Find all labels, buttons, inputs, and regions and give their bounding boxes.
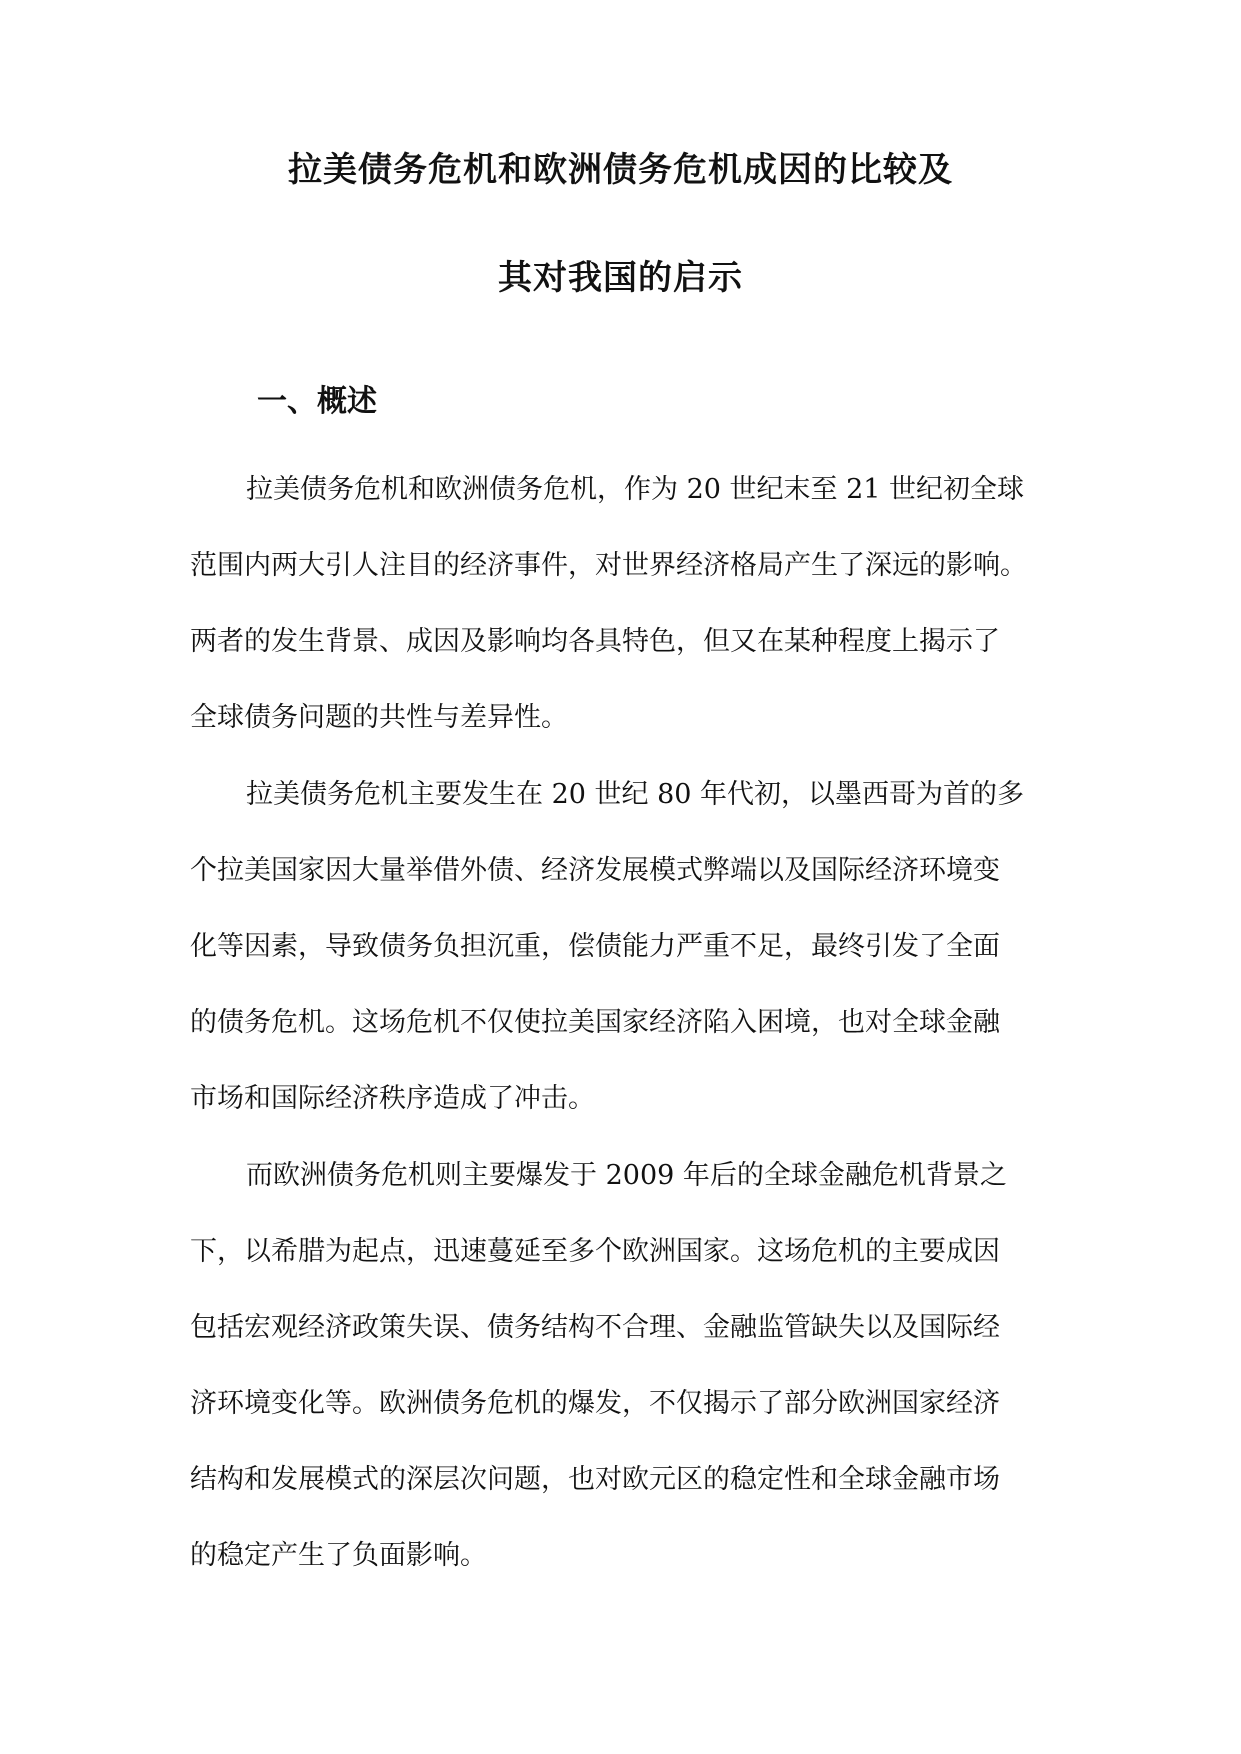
paragraph-line: 下，以希腊为起点，迅速蔓延至多个欧洲国家。这场危机的主要成因 bbox=[190, 1236, 1000, 1267]
paragraph-line: 结构和发展模式的深层次问题，也对欧元区的稳定性和全球金融市场 bbox=[190, 1464, 1000, 1495]
paragraph-1 bbox=[190, 471, 1050, 775]
document-title bbox=[0, 150, 1241, 298]
paragraph-line: 的稳定产生了负面影响。 bbox=[190, 1540, 487, 1571]
paragraph-line: 范围内两大引人注目的经济事件，对世界经济格局产生了深远的影响。 bbox=[190, 550, 1027, 581]
paragraph-line: 而欧洲债务危机则主要爆发于 2009 年后的全球金融危机背景之 bbox=[246, 1160, 1007, 1191]
paragraph-line: 市场和国际经济秩序造成了冲击。 bbox=[190, 1083, 595, 1114]
paragraph-line: 全球债务问题的共性与差异性。 bbox=[190, 702, 568, 733]
title-line-2: 其对我国的启示 bbox=[498, 258, 743, 298]
section-heading: 一、概述 bbox=[257, 384, 377, 419]
paragraph-2 bbox=[190, 776, 1050, 1156]
paragraph-line: 拉美债务危机和欧洲债务危机，作为 20 世纪末至 21 世纪初全球 bbox=[246, 474, 1025, 505]
paragraph-line: 济环境变化等。欧洲债务危机的爆发，不仅揭示了部分欧洲国家经济 bbox=[190, 1388, 1000, 1419]
paragraph-line: 两者的发生背景、成因及影响均各具特色，但又在某种程度上揭示了 bbox=[190, 626, 1000, 657]
paragraph-line: 拉美债务危机主要发生在 20 世纪 80 年代初，以墨西哥为首的多 bbox=[246, 779, 1025, 810]
paragraph-3 bbox=[190, 1157, 1050, 1613]
title-line-1: 拉美债务危机和欧洲债务危机成因的比较及 bbox=[288, 150, 953, 190]
paragraph-line: 的债务危机。这场危机不仅使拉美国家经济陷入困境，也对全球金融 bbox=[190, 1007, 1000, 1038]
paragraph-line: 包括宏观经济政策失误、债务结构不合理、金融监管缺失以及国际经 bbox=[190, 1312, 1000, 1343]
paragraph-line: 化等因素，导致债务负担沉重，偿债能力严重不足，最终引发了全面 bbox=[190, 931, 1000, 962]
paragraph-line: 个拉美国家因大量举借外债、经济发展模式弊端以及国际经济环境变 bbox=[190, 855, 1000, 886]
